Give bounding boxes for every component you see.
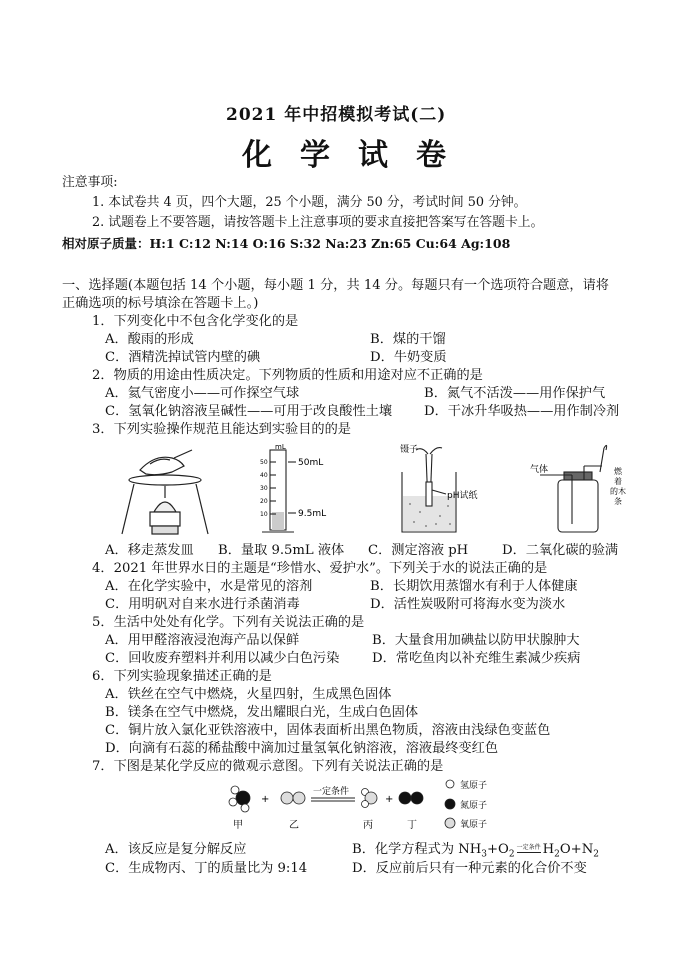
q3-option-a: A．移走蒸发皿: [105, 543, 194, 558]
q2-option-a: A．氦气密度小——可作探空气球: [105, 386, 300, 401]
reaction-condition: 一定条件: [313, 787, 350, 797]
legend-h-label: 氢原子: [460, 781, 488, 791]
q6-option-c: C．铜片放入氯化亚铁溶液中，固体表面析出黑色物质，溶液由浅绿色变蓝色: [105, 723, 551, 738]
fig-tweezers-label: 镊子: [400, 445, 419, 455]
fig-50ml-label: 50mL: [298, 458, 324, 468]
fig-gas-label: 气体: [530, 465, 549, 475]
q3-stem: 3．下列实验操作规范且能达到实验目的的是: [92, 422, 351, 437]
q3-option-c: C．测定溶液 pH: [368, 543, 469, 558]
q7-stem: 7．下图是某化学反应的微观示意图。下列有关说法正确的是: [92, 759, 444, 774]
fig-tick-50: 50: [260, 459, 268, 466]
q1-stem: 1．下列变化中不包含化学变化的是: [92, 314, 299, 329]
q5-option-a: A．用甲醛溶液浸泡海产品以保鲜: [105, 633, 300, 648]
subject-title: 化学试卷: [242, 138, 474, 173]
legend-n-label: 氮原子: [460, 801, 488, 811]
q7-option-c: C．生成物丙、丁的质量比为 9:14: [105, 861, 308, 876]
q7-b-o-n: O+N: [559, 842, 594, 857]
q6-option-a: A．铁丝在空气中燃烧，火星四射，生成黑色固体: [105, 687, 392, 702]
fig-tick-20: 20: [260, 498, 268, 505]
q1-option-c: C．酒精洗掉试管内壁的碘: [105, 350, 261, 365]
legend-h-swatch: [446, 780, 454, 788]
q7-b-sub-3: 3: [481, 849, 487, 860]
q4-option-d: D．活性炭吸附可将海水变为淡水: [370, 597, 566, 612]
q2-stem: 2．物质的用途由性质决定。下列物质的性质和用途对应不正确的是: [92, 368, 483, 383]
figure-ph-beaker: [402, 448, 456, 532]
q7-reaction-diagram: [215, 776, 515, 832]
notice-item-1: 1. 本试卷共 4 页，四个大题，25 个小题，满分 50 分，考试时间 50 分钟。: [92, 195, 527, 210]
q7-b-plus-o: +O: [486, 842, 509, 857]
fig-burning-label-1: 燃: [614, 467, 622, 476]
legend-n-swatch: [445, 799, 455, 809]
q1-option-b: B．煤的干馏: [370, 332, 446, 347]
atomic-masses: 相对原子质量：H:1 C:12 N:14 O:16 S:32 Na:23 Zn:65 Cu:64 Ag:108: [62, 236, 511, 251]
q6-option-b: B．镁条在空气中燃烧，发出耀眼白光，生成白色固体: [105, 705, 419, 720]
q7-b-condition: 一定条件: [516, 844, 541, 851]
figure-evaporating-dish: [122, 450, 208, 534]
fig-burning-label-4: 条: [614, 497, 622, 506]
fig-tick-40: 40: [260, 472, 268, 479]
svg-text:+: +: [385, 794, 394, 805]
q7-b-sub-2c: 2: [593, 849, 599, 860]
fig-ph-paper-label: pH试纸: [447, 491, 478, 501]
fig-tick-30: 30: [260, 485, 268, 492]
notice-heading: 注意事项:: [62, 175, 118, 190]
q6-stem: 6．下列实验现象描述正确的是: [92, 669, 272, 684]
molecule-h2o: [362, 789, 378, 808]
q2-option-c: C．氢氧化钠溶液呈碱性——可用于改良酸性土壤: [105, 404, 393, 419]
molecule-o2: [281, 792, 305, 804]
notice-item-2: 2. 试题卷上不要答题，请按答题卡上注意事项的要求直接把答案写在答题卡上。: [92, 215, 544, 230]
q7-b-h: H: [542, 842, 555, 857]
q5-option-d: D．常吃鱼肉以补充维生素减少疾病: [372, 651, 581, 666]
q3-option-d: D．二氧化碳的验满: [502, 543, 619, 558]
q7-b-prefix: B．化学方程式为 NH: [352, 842, 482, 857]
legend-o-swatch: [445, 818, 455, 828]
label-ding: 丁: [407, 820, 417, 831]
q1-option-a: A．酸雨的形成: [105, 332, 194, 347]
molecule-n2: [399, 792, 423, 804]
q7-b-sub-2b: 2: [554, 849, 560, 860]
molecule-nh3: [229, 786, 250, 812]
q7-b-sub-2a: 2: [508, 849, 515, 860]
svg-text:+: +: [261, 794, 270, 805]
label-bing: 丙: [363, 820, 373, 831]
exam-title: 2021 年中招模拟考试(二): [226, 105, 447, 125]
label-jia: 甲: [233, 820, 243, 831]
fig-9-5ml-label: 9.5mL: [298, 509, 327, 519]
q2-option-b: B．氮气不活泼——用作保护气: [424, 386, 606, 401]
q5-stem: 5．生活中处处有化学。下列有关说法正确的是: [92, 615, 365, 630]
q4-stem: 4．2021 年世界水日的主题是“珍惜水、爱护水”。下列关于水的说法正确的是: [92, 561, 548, 576]
q7-option-a: A．该反应是复分解反应: [105, 842, 247, 857]
q7-option-d: D．反应前后只有一种元素的化合价不变: [352, 861, 587, 876]
section-intro-line-2: 正确选项的标号填涂在答题卡上。): [62, 296, 259, 311]
legend-o-label: 氧原子: [460, 820, 488, 830]
fig-ml-label: mL: [275, 443, 286, 451]
fig-burning-label-2: 着: [614, 477, 622, 486]
q6-option-d: D．向滴有石蕊的稀盐酸中滴加过量氢氧化钠溶液，溶液最终变红色: [105, 741, 499, 756]
q2-option-d: D．干冰升华吸热——用作制冷剂: [424, 404, 620, 419]
label-yi: 乙: [289, 820, 299, 831]
q5-option-c: C．回收废弃塑料并利用以减少白色污染: [105, 651, 340, 666]
q4-option-c: C．用明矾对自来水进行杀菌消毒: [105, 597, 300, 612]
figure-gas-bottle: [540, 445, 607, 532]
q5-option-b: B．大量食用加碘盐以防甲状腺肿大: [372, 633, 580, 648]
fig-tick-10: 10: [260, 511, 268, 518]
fig-burning-label-3: 的木: [610, 487, 626, 496]
q3-option-b: B．量取 9.5mL 液体: [218, 543, 345, 558]
q4-option-b: B．长期饮用蒸馏水有利于人体健康: [370, 579, 578, 594]
section-intro-line-1: 一、选择题(本题包括 14 个小题，每小题 1 分，共 14 分。每题只有一个选项符合题意，请将: [62, 278, 609, 293]
q1-option-d: D．牛奶变质: [370, 350, 447, 365]
q4-option-a: A．在化学实验中，水是常见的溶剂: [105, 579, 313, 594]
q3-figures: [110, 442, 650, 542]
